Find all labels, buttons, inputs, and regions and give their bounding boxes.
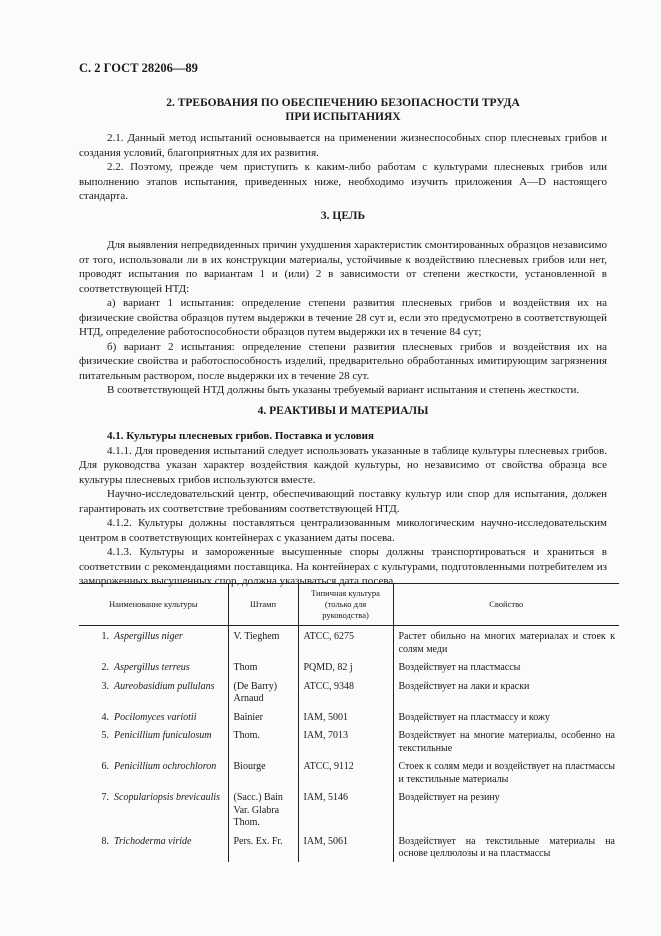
culture-name: Aureobasidium pullulans <box>114 680 215 692</box>
strain-cell: Bainier <box>228 707 298 726</box>
row-number: 6. <box>101 761 109 772</box>
type-culture-cell: ATCC, 9348 <box>298 676 393 707</box>
culture-cell <box>79 725 228 756</box>
property-cell: Воздействует на многие материалы, особенно на текстильные <box>393 725 619 756</box>
row-number: 5. <box>101 730 109 741</box>
culture-cell <box>79 657 228 676</box>
paragraph: 2.2. Поэтому, прежде чем приступить к каким-либо работам с культурами плесневых грибов или выполнению этапов испытания, приведенных ниже, необходимо изучить приложения A—D настоящего стандарта. <box>79 161 607 202</box>
section-3-body <box>79 238 607 398</box>
table-row <box>79 725 619 756</box>
culture-cell <box>79 676 228 707</box>
type-culture-cell: IAM, 7013 <box>298 725 393 756</box>
type-culture-cell: PQMD, 82 j <box>298 657 393 676</box>
subheading: 4.1. Культуры плесневых грибов. Поставка и условия <box>107 430 374 442</box>
paragraph: а) вариант 1 испытания: определение степени развития плесневых грибов и воздействия их на физические свойства образцов путем выдержки в течение 28 сут и, если это предусмотрено в соответствующей НТД, определение работоспособности образцов путем выдержки их в течение 84 сут; <box>79 297 607 338</box>
culture-cell <box>79 707 228 726</box>
culture-name: Aspergillus niger <box>114 631 183 642</box>
culture-name: Scopulariopsis brevicaulis <box>114 792 221 803</box>
section-2-body <box>79 131 607 204</box>
row-number: 7. <box>101 792 109 803</box>
table-row <box>79 756 619 787</box>
table-row <box>79 707 619 726</box>
culture-cell <box>79 831 228 862</box>
row-number: 2. <box>101 662 109 673</box>
property-cell: Воздействует на лаки и краски <box>393 676 619 707</box>
culture-name: Pocilomyces variotii <box>114 711 197 723</box>
table-row <box>79 657 619 676</box>
table-row <box>79 626 619 658</box>
row-number: 3. <box>101 680 109 692</box>
column-header-name: Наименование культуры <box>79 584 228 626</box>
paragraph: 2.1. Данный метод испытаний основывается на применении жизнеспособных спор плесневых грибов и создания условий, благоприятных для их развития. <box>79 132 607 159</box>
column-header-strain: Штамп <box>228 584 298 626</box>
paragraph: 4.1.3. Культуры и замороженные высушенные споры должны транспортироваться и храниться в соответствии с рекомендациями поставщика. На контейнерах с культурами, подготовленными потребителем из замороженных высушенных спор, должна указываться дата посева. <box>79 546 607 587</box>
column-header-type-culture: Типичная культура (только для руководства) <box>298 584 393 626</box>
paragraph: 4.1.1. Для проведения испытаний следует использовать указанные в таблице культуры плесневых грибов. Для руководства указан характер воздействия каждой культуры, но независимо от свойства образца все культуры плесневых грибов используются вместе. <box>79 444 607 486</box>
section-4-body <box>79 429 607 589</box>
strain-cell: (De Barry) Arnaud <box>228 676 298 707</box>
row-number: 8. <box>101 835 109 847</box>
property-cell: Воздействует на пластмассы <box>393 657 619 676</box>
row-number: 1. <box>101 631 109 642</box>
culture-name: Trichoderma viride <box>114 835 192 847</box>
cultures-table <box>79 583 619 862</box>
type-culture-cell: IAM, 5001 <box>298 707 393 726</box>
culture-cell <box>79 756 228 787</box>
culture-cell <box>79 626 228 658</box>
row-number: 4. <box>101 711 109 723</box>
paragraph: 4.1.2. Культуры должны поставляться централизованным микологическим научно-исследовательским центром в соответствующих контейнерах с указанием даты посева. <box>79 517 607 544</box>
property-cell: Воздействует на текстильные материалы на основе целлюлозы и на пластмассы <box>393 831 619 862</box>
strain-cell: (Sacc.) Bain Var. Glabra Thom. <box>228 787 298 831</box>
paragraph: Научно-исследовательский центр, обеспечивающий поставку культур или спор для испытания, должен гарантировать их соответствие требованиям соответствующей НТД. <box>79 488 607 515</box>
section-2-title: 2. ТРЕБОВАНИЯ ПО ОБЕСПЕЧЕНИЮ БЕЗОПАСНОСТИ ТРУДА ПРИ ИСПЫТАНИЯХ <box>166 97 520 123</box>
table-header-row <box>79 584 619 626</box>
table-row <box>79 831 619 862</box>
culture-name: Aspergillus terreus <box>114 662 190 673</box>
page-header: С. 2 ГОСТ 28206—89 <box>79 61 198 75</box>
paragraph: В соответствующей НТД должны быть указаны требуемый вариант испытания и степень жесткости. <box>107 384 580 396</box>
column-header-property: Свойство <box>393 584 619 626</box>
strain-cell: V. Tieghem <box>228 626 298 658</box>
culture-name: Penicillium ochrochloron <box>114 761 217 772</box>
property-cell: Стоек к солям меди и воздействует на пластмассы и текстильные материалы <box>393 756 619 787</box>
property-cell: Растет обильно на многих материалах и стоек к солям меди <box>393 626 619 658</box>
section-4-title: 4. РЕАКТИВЫ И МАТЕРИАЛЫ <box>257 405 429 417</box>
paragraph: б) вариант 2 испытания: определение степени развития плесневых грибов и воздействия их на физические свойства и работоспособность изделий, предварительно обработанных имитирующим загрязнения питательным раствором, после выдержки их в течение 28 сут. <box>79 340 607 382</box>
strain-cell: Thom <box>228 657 298 676</box>
strain-cell: Pers. Ex. Fr. <box>228 831 298 862</box>
culture-cell <box>79 787 228 831</box>
table-row <box>79 676 619 707</box>
type-culture-cell: IAM, 5146 <box>298 787 393 831</box>
section-3-title: 3. ЦЕЛЬ <box>320 210 366 222</box>
type-culture-cell: ATCC, 9112 <box>298 756 393 787</box>
table-row <box>79 787 619 831</box>
property-cell: Воздействует на резину <box>393 787 619 831</box>
strain-cell: Thom. <box>228 725 298 756</box>
strain-cell: Biourge <box>228 756 298 787</box>
type-culture-cell: IAM, 5061 <box>298 831 393 862</box>
type-culture-cell: ATCC, 6275 <box>298 626 393 658</box>
culture-name: Penicillium funiculosum <box>114 730 212 741</box>
paragraph: Для выявления непредвиденных причин ухудшения характеристик смонтированных образцов независимо от того, использовали ли в их конструкции материалы, устойчивые к воздействию плесневых грибов или нет, проводят испытания по вариантам 1 и (или) 2 в зависимости от степени жесткости, установленной в соответствующей НТД: <box>79 239 607 295</box>
property-cell: Воздействует на пластмассу и кожу <box>393 707 619 726</box>
